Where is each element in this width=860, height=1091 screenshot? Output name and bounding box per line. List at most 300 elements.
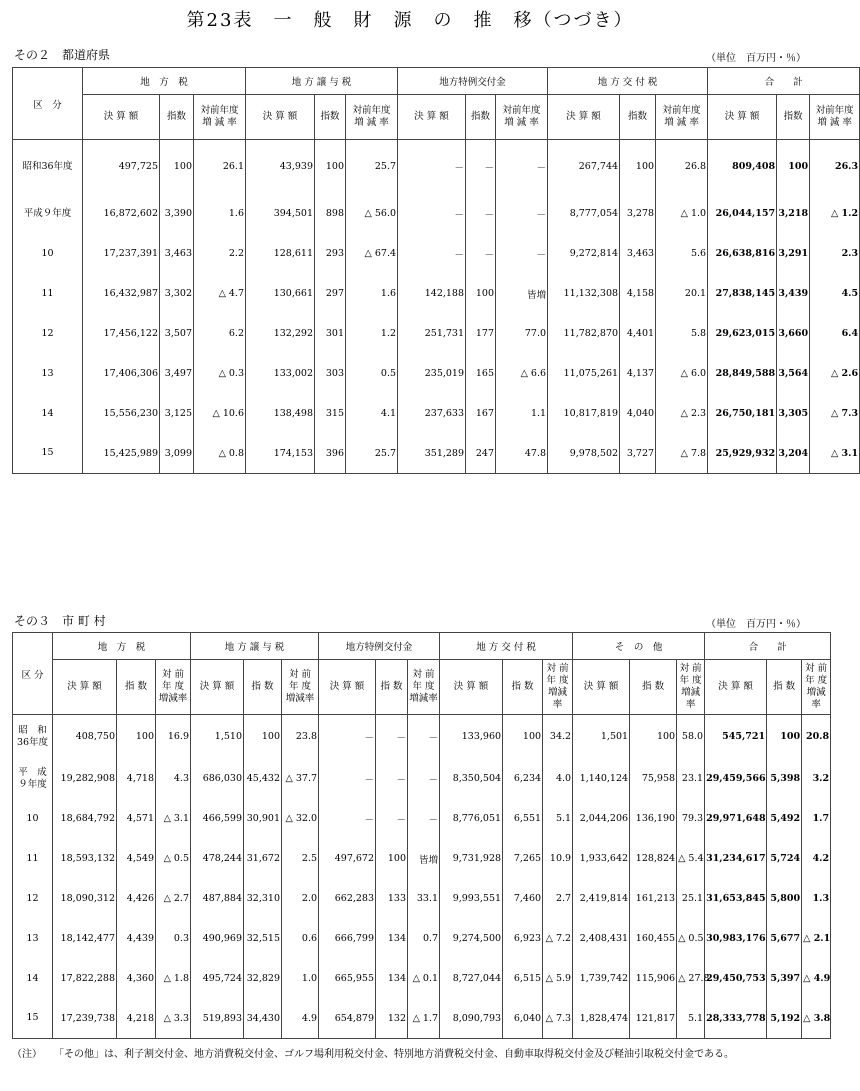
data-cell: △ 67.4 xyxy=(346,234,398,274)
data-cell: － xyxy=(398,234,466,274)
data-cell: 177 xyxy=(466,314,496,354)
data-cell: 666,799 xyxy=(319,919,376,959)
subheader-change: 対 前 年 度 増減率 xyxy=(282,660,319,715)
data-cell: － xyxy=(319,759,376,799)
data-cell: 665,955 xyxy=(319,959,376,999)
table-row xyxy=(13,434,860,474)
data-cell: 267,744 xyxy=(548,140,620,194)
data-cell: 17,456,122 xyxy=(83,314,160,354)
data-cell: 25.7 xyxy=(346,434,398,474)
total-cell: 3,305 xyxy=(777,394,810,434)
data-cell: 351,289 xyxy=(398,434,466,474)
data-cell: 34.2 xyxy=(543,715,573,759)
data-cell: － xyxy=(466,234,496,274)
data-cell: 17,406,306 xyxy=(83,354,160,394)
data-cell: － xyxy=(496,234,548,274)
subheader-index: 指数 xyxy=(160,95,194,140)
data-cell: 3,302 xyxy=(160,274,194,314)
data-cell: 75,958 xyxy=(630,759,677,799)
data-cell: 1.2 xyxy=(346,314,398,354)
subheader-index: 指 数 xyxy=(767,660,802,715)
data-cell: 4,439 xyxy=(117,919,156,959)
data-cell: 6,551 xyxy=(503,799,543,839)
total-cell: 1.7 xyxy=(802,799,831,839)
total-cell: 31,653,845 xyxy=(705,879,767,919)
row-label: 15 xyxy=(13,999,53,1039)
data-cell: 100 xyxy=(376,839,408,879)
data-cell: 皆増 xyxy=(496,274,548,314)
table-row xyxy=(13,354,860,394)
data-cell: △ 2.3 xyxy=(656,394,708,434)
total-cell: △ 2.1 xyxy=(802,919,831,959)
total-cell: 31,234,617 xyxy=(705,839,767,879)
data-cell: 1,739,742 xyxy=(573,959,630,999)
data-cell: 32,515 xyxy=(244,919,282,959)
data-cell: 2,044,206 xyxy=(573,799,630,839)
row-label: 10 xyxy=(13,799,53,839)
total-cell: 2.3 xyxy=(810,234,860,274)
data-cell: 33.1 xyxy=(408,879,440,919)
data-cell: 6,515 xyxy=(503,959,543,999)
data-cell: 11,132,308 xyxy=(548,274,620,314)
total-cell: 28,849,588 xyxy=(708,354,777,394)
data-cell: 142,188 xyxy=(398,274,466,314)
data-cell: 134 xyxy=(376,919,408,959)
data-cell: 134 xyxy=(376,959,408,999)
data-cell: 5.6 xyxy=(656,234,708,274)
table-row xyxy=(13,234,860,274)
data-cell: 394,501 xyxy=(246,194,315,234)
section-municipalities-label: その３ 市 町 村 xyxy=(14,614,106,628)
total-cell: △ 3.1 xyxy=(810,434,860,474)
total-cell: △ 4.9 xyxy=(802,959,831,999)
group-header-local-tax: 地 方 税 xyxy=(53,633,191,660)
footnote-head: （注） xyxy=(12,1049,42,1060)
row-label: 13 xyxy=(13,354,83,394)
data-cell: 0.7 xyxy=(408,919,440,959)
group-header-allocation-tax: 地 方 交 付 税 xyxy=(440,633,573,660)
data-cell: 7,265 xyxy=(503,839,543,879)
data-cell: 662,283 xyxy=(319,879,376,919)
data-cell: 1,501 xyxy=(573,715,630,759)
subheader-amount: 決 算 額 xyxy=(53,660,117,715)
data-cell: 5.8 xyxy=(656,314,708,354)
subheader-index: 指数 xyxy=(777,95,810,140)
group-header-total: 合 計 xyxy=(705,633,831,660)
data-cell: 100 xyxy=(117,715,156,759)
data-cell: 115,906 xyxy=(630,959,677,999)
data-cell: 4,040 xyxy=(620,394,656,434)
prefectures-table xyxy=(12,67,860,474)
group-header-transfer-tax: 地 方 譲 与 税 xyxy=(191,633,319,660)
data-cell: 3,125 xyxy=(160,394,194,434)
data-cell: 165 xyxy=(466,354,496,394)
data-cell: 121,817 xyxy=(630,999,677,1039)
subheader-index: 指数 xyxy=(620,95,656,140)
total-cell: 5,192 xyxy=(767,999,802,1039)
data-cell: 100 xyxy=(620,140,656,194)
table-row xyxy=(13,715,831,759)
subheader-index: 指 数 xyxy=(117,660,156,715)
category-header: 区 分 xyxy=(13,68,83,140)
row-label: 11 xyxy=(13,274,83,314)
total-cell: 28,333,778 xyxy=(705,999,767,1039)
total-cell: 30,983,176 xyxy=(705,919,767,959)
data-cell: 2.2 xyxy=(194,234,246,274)
subheader-index: 指 数 xyxy=(630,660,677,715)
data-cell: 17,239,738 xyxy=(53,999,117,1039)
row-label: 15 xyxy=(13,434,83,474)
data-cell: 23.8 xyxy=(282,715,319,759)
table-row xyxy=(13,394,860,434)
subheader-index: 指 数 xyxy=(244,660,282,715)
data-cell: 1,933,642 xyxy=(573,839,630,879)
data-cell: 100 xyxy=(244,715,282,759)
data-cell: 2.7 xyxy=(543,879,573,919)
data-cell: 9,978,502 xyxy=(548,434,620,474)
table-row xyxy=(13,759,831,799)
data-cell: 133 xyxy=(376,879,408,919)
data-cell: 130,661 xyxy=(246,274,315,314)
data-cell: △ 7.2 xyxy=(543,919,573,959)
data-cell: 45,432 xyxy=(244,759,282,799)
data-cell: △ 5.4 xyxy=(677,839,705,879)
total-cell: 29,450,753 xyxy=(705,959,767,999)
data-cell: － xyxy=(398,140,466,194)
data-cell: 100 xyxy=(160,140,194,194)
subheader-change: 対前年度 増 減 率 xyxy=(194,95,246,140)
data-cell: － xyxy=(376,759,408,799)
data-cell: 10,817,819 xyxy=(548,394,620,434)
data-cell: 478,244 xyxy=(191,839,244,879)
data-cell: △ 32.0 xyxy=(282,799,319,839)
total-cell: 6.4 xyxy=(810,314,860,354)
data-cell: △ 4.7 xyxy=(194,274,246,314)
page-title: 第23表 一 般 財 源 の 推 移（つづき） xyxy=(186,10,634,31)
data-cell: 31,672 xyxy=(244,839,282,879)
data-cell: 8,350,504 xyxy=(440,759,503,799)
data-cell: 160,455 xyxy=(630,919,677,959)
section-municipalities-unit: （単位 百万円・％） xyxy=(706,619,806,630)
data-cell: 18,684,792 xyxy=(53,799,117,839)
total-cell: 20.8 xyxy=(802,715,831,759)
group-header-allocation-tax: 地 方 交 付 税 xyxy=(548,68,708,95)
group-header-transfer-tax: 地 方 譲 与 税 xyxy=(246,68,398,95)
data-cell: － xyxy=(319,715,376,759)
data-cell: 19,282,908 xyxy=(53,759,117,799)
subheader-change: 対 前 年 度 増減率 xyxy=(802,660,831,715)
data-cell: △ 37.7 xyxy=(282,759,319,799)
data-cell: △ 7.8 xyxy=(656,434,708,474)
data-cell: 8,727,044 xyxy=(440,959,503,999)
data-cell: △ 6.6 xyxy=(496,354,548,394)
row-label: 14 xyxy=(13,959,53,999)
data-cell: 315 xyxy=(315,394,346,434)
data-cell: 26.8 xyxy=(656,140,708,194)
data-cell: 161,213 xyxy=(630,879,677,919)
data-cell: 4,218 xyxy=(117,999,156,1039)
data-cell: △ 7.3 xyxy=(543,999,573,1039)
total-cell: △ 2.6 xyxy=(810,354,860,394)
table-row xyxy=(13,919,831,959)
data-cell: 408,750 xyxy=(53,715,117,759)
total-cell: 3,218 xyxy=(777,194,810,234)
data-cell: 16.9 xyxy=(156,715,191,759)
table-row xyxy=(13,959,831,999)
total-cell: △ 7.3 xyxy=(810,394,860,434)
total-cell: △ 3.8 xyxy=(802,999,831,1039)
total-cell: 5,492 xyxy=(767,799,802,839)
data-cell: 34,430 xyxy=(244,999,282,1039)
row-label: 12 xyxy=(13,879,53,919)
total-cell: 3,660 xyxy=(777,314,810,354)
table-row xyxy=(13,839,831,879)
data-cell: 58.0 xyxy=(677,715,705,759)
data-cell: 10.9 xyxy=(543,839,573,879)
data-cell: 9,731,928 xyxy=(440,839,503,879)
total-cell: 4.2 xyxy=(802,839,831,879)
subheader-index: 指 数 xyxy=(376,660,408,715)
data-cell: － xyxy=(496,194,548,234)
row-label: 昭和36年度 xyxy=(13,140,83,194)
data-cell: △ 27.8 xyxy=(677,959,705,999)
data-cell: 487,884 xyxy=(191,879,244,919)
data-cell: △ 0.5 xyxy=(156,839,191,879)
data-cell: 297 xyxy=(315,274,346,314)
data-cell: － xyxy=(408,715,440,759)
data-cell: 0.6 xyxy=(282,919,319,959)
data-cell: 47.8 xyxy=(496,434,548,474)
data-cell: 133,002 xyxy=(246,354,315,394)
subheader-amount: 決 算 額 xyxy=(573,660,630,715)
data-cell: 4,426 xyxy=(117,879,156,919)
data-cell: － xyxy=(376,799,408,839)
table-row xyxy=(13,879,831,919)
data-cell: 2.5 xyxy=(282,839,319,879)
data-cell: 25.1 xyxy=(677,879,705,919)
row-label: 10 xyxy=(13,234,83,274)
subheader-change: 対前年度 増 減 率 xyxy=(346,95,398,140)
data-cell: 18,090,312 xyxy=(53,879,117,919)
data-cell: 8,776,051 xyxy=(440,799,503,839)
data-cell: 6,040 xyxy=(503,999,543,1039)
data-cell: 1.0 xyxy=(282,959,319,999)
total-cell: 3,439 xyxy=(777,274,810,314)
data-cell: 20.1 xyxy=(656,274,708,314)
data-cell: 174,153 xyxy=(246,434,315,474)
data-cell: 654,879 xyxy=(319,999,376,1039)
data-cell: △ 0.3 xyxy=(194,354,246,394)
data-cell: 519,893 xyxy=(191,999,244,1039)
data-cell: 3,727 xyxy=(620,434,656,474)
data-cell: 497,725 xyxy=(83,140,160,194)
total-cell: 545,721 xyxy=(705,715,767,759)
data-cell: 4,137 xyxy=(620,354,656,394)
data-cell: － xyxy=(466,140,496,194)
total-cell: 26,638,816 xyxy=(708,234,777,274)
data-cell: 495,724 xyxy=(191,959,244,999)
data-cell: 497,672 xyxy=(319,839,376,879)
data-cell: 293 xyxy=(315,234,346,274)
data-cell: 4.9 xyxy=(282,999,319,1039)
total-cell: 809,408 xyxy=(708,140,777,194)
subheader-change: 対前年度 増 減 率 xyxy=(496,95,548,140)
data-cell: 466,599 xyxy=(191,799,244,839)
data-cell: 6,923 xyxy=(503,919,543,959)
total-cell: 26,750,181 xyxy=(708,394,777,434)
data-cell: 30,901 xyxy=(244,799,282,839)
data-cell: 1.6 xyxy=(346,274,398,314)
data-cell: △ 6.0 xyxy=(656,354,708,394)
row-label: 平 成 ９年度 xyxy=(13,759,53,799)
data-cell: 3,463 xyxy=(620,234,656,274)
group-header-local-tax: 地 方 税 xyxy=(83,68,246,95)
data-cell: 167 xyxy=(466,394,496,434)
data-cell: 4,360 xyxy=(117,959,156,999)
data-cell: 5.1 xyxy=(543,799,573,839)
data-cell: 133,960 xyxy=(440,715,503,759)
row-label: 11 xyxy=(13,839,53,879)
data-cell: △ 5.9 xyxy=(543,959,573,999)
data-cell: 4.3 xyxy=(156,759,191,799)
subheader-change: 対 前 年 度 増減率 xyxy=(156,660,191,715)
subheader-index: 指 数 xyxy=(503,660,543,715)
subheader-index: 指数 xyxy=(315,95,346,140)
data-cell: 15,425,989 xyxy=(83,434,160,474)
data-cell: 237,633 xyxy=(398,394,466,434)
total-cell: 5,398 xyxy=(767,759,802,799)
total-cell: 3,291 xyxy=(777,234,810,274)
data-cell: 18,142,477 xyxy=(53,919,117,959)
data-cell: 6.2 xyxy=(194,314,246,354)
table-row xyxy=(13,274,860,314)
data-cell: 4,571 xyxy=(117,799,156,839)
data-cell: 490,969 xyxy=(191,919,244,959)
group-header-total: 合 計 xyxy=(708,68,860,95)
total-cell: 5,677 xyxy=(767,919,802,959)
row-label: 14 xyxy=(13,394,83,434)
data-cell: 26.1 xyxy=(194,140,246,194)
group-header-special-grant: 地方特例交付金 xyxy=(398,68,548,95)
data-cell: 17,822,288 xyxy=(53,959,117,999)
subheader-change: 対前年度 増 減 率 xyxy=(810,95,860,140)
data-cell: 79.3 xyxy=(677,799,705,839)
row-label: 昭 和 36年度 xyxy=(13,715,53,759)
data-cell: 6,234 xyxy=(503,759,543,799)
subheader-amount: 決 算 額 xyxy=(83,95,160,140)
data-cell: 9,993,551 xyxy=(440,879,503,919)
data-cell: 100 xyxy=(630,715,677,759)
data-cell: △ 56.0 xyxy=(346,194,398,234)
data-cell: 128,824 xyxy=(630,839,677,879)
data-cell: 100 xyxy=(315,140,346,194)
data-cell: 1,140,124 xyxy=(573,759,630,799)
data-cell: 3,390 xyxy=(160,194,194,234)
data-cell: 2,408,431 xyxy=(573,919,630,959)
data-cell: 2,419,814 xyxy=(573,879,630,919)
table-row xyxy=(13,314,860,354)
data-cell: 23.1 xyxy=(677,759,705,799)
data-cell: 4,549 xyxy=(117,839,156,879)
data-cell: 3,507 xyxy=(160,314,194,354)
total-cell: 5,724 xyxy=(767,839,802,879)
subheader-amount: 決 算 額 xyxy=(191,660,244,715)
data-cell: 8,777,054 xyxy=(548,194,620,234)
data-cell: 5.1 xyxy=(677,999,705,1039)
total-cell: 100 xyxy=(767,715,802,759)
data-cell: － xyxy=(398,194,466,234)
subheader-change: 対 前 年 度 増減率 xyxy=(543,660,573,715)
total-cell: 3,204 xyxy=(777,434,810,474)
data-cell: 4.0 xyxy=(543,759,573,799)
data-cell: 3,497 xyxy=(160,354,194,394)
data-cell: 686,030 xyxy=(191,759,244,799)
data-cell: △ 3.1 xyxy=(156,799,191,839)
data-cell: △ 2.7 xyxy=(156,879,191,919)
data-cell: 43,939 xyxy=(246,140,315,194)
row-label: 12 xyxy=(13,314,83,354)
data-cell: 9,274,500 xyxy=(440,919,503,959)
total-cell: △ 1.2 xyxy=(810,194,860,234)
table-row xyxy=(13,194,860,234)
data-cell: 1.1 xyxy=(496,394,548,434)
subheader-amount: 決 算 額 xyxy=(548,95,620,140)
data-cell: － xyxy=(496,140,548,194)
subheader-change: 対 前 年 度 増減率 xyxy=(408,660,440,715)
total-cell: 27,838,145 xyxy=(708,274,777,314)
data-cell: 11,782,870 xyxy=(548,314,620,354)
data-cell: 2.0 xyxy=(282,879,319,919)
section-prefectures-unit: （単位 百万円・％） xyxy=(706,53,806,64)
data-cell: 3,099 xyxy=(160,434,194,474)
total-cell: 1.3 xyxy=(802,879,831,919)
data-cell: 77.0 xyxy=(496,314,548,354)
total-cell: 5,800 xyxy=(767,879,802,919)
subheader-index: 指数 xyxy=(466,95,496,140)
section-prefectures-label: その２ 都道府県 xyxy=(14,48,111,62)
data-cell: △ 1.0 xyxy=(656,194,708,234)
data-cell: 18,593,132 xyxy=(53,839,117,879)
data-cell: 16,432,987 xyxy=(83,274,160,314)
data-cell: △ 1.8 xyxy=(156,959,191,999)
data-cell: 138,498 xyxy=(246,394,315,434)
data-cell: 皆増 xyxy=(408,839,440,879)
data-cell: 7,460 xyxy=(503,879,543,919)
data-cell: 132 xyxy=(376,999,408,1039)
subheader-amount: 決 算 額 xyxy=(708,95,777,140)
data-cell: 3,463 xyxy=(160,234,194,274)
total-cell: 29,623,015 xyxy=(708,314,777,354)
data-cell: 1,510 xyxy=(191,715,244,759)
data-cell: 3,278 xyxy=(620,194,656,234)
total-cell: 29,971,648 xyxy=(705,799,767,839)
data-cell: △ 10.6 xyxy=(194,394,246,434)
data-cell: 11,075,261 xyxy=(548,354,620,394)
data-cell: 4.1 xyxy=(346,394,398,434)
total-cell: 26,044,157 xyxy=(708,194,777,234)
data-cell: △ 0.5 xyxy=(677,919,705,959)
data-cell: 4,401 xyxy=(620,314,656,354)
data-cell: 128,611 xyxy=(246,234,315,274)
subheader-change: 対前年度 増 減 率 xyxy=(656,95,708,140)
table-row xyxy=(13,799,831,839)
data-cell: △ 0.8 xyxy=(194,434,246,474)
municipalities-table xyxy=(12,632,831,1039)
data-cell: 9,272,814 xyxy=(548,234,620,274)
group-header-special-grant: 地方特例交付金 xyxy=(319,633,440,660)
footnote-text: 「その他」は、利子割交付金、地方消費税交付金、ゴルフ場利用税交付金、特別地方消費税交付金、自動車取得税交付金及び軽油引取税交付金である。 xyxy=(54,1049,734,1060)
subheader-change: 対 前 年 度 増減率 xyxy=(677,660,705,715)
